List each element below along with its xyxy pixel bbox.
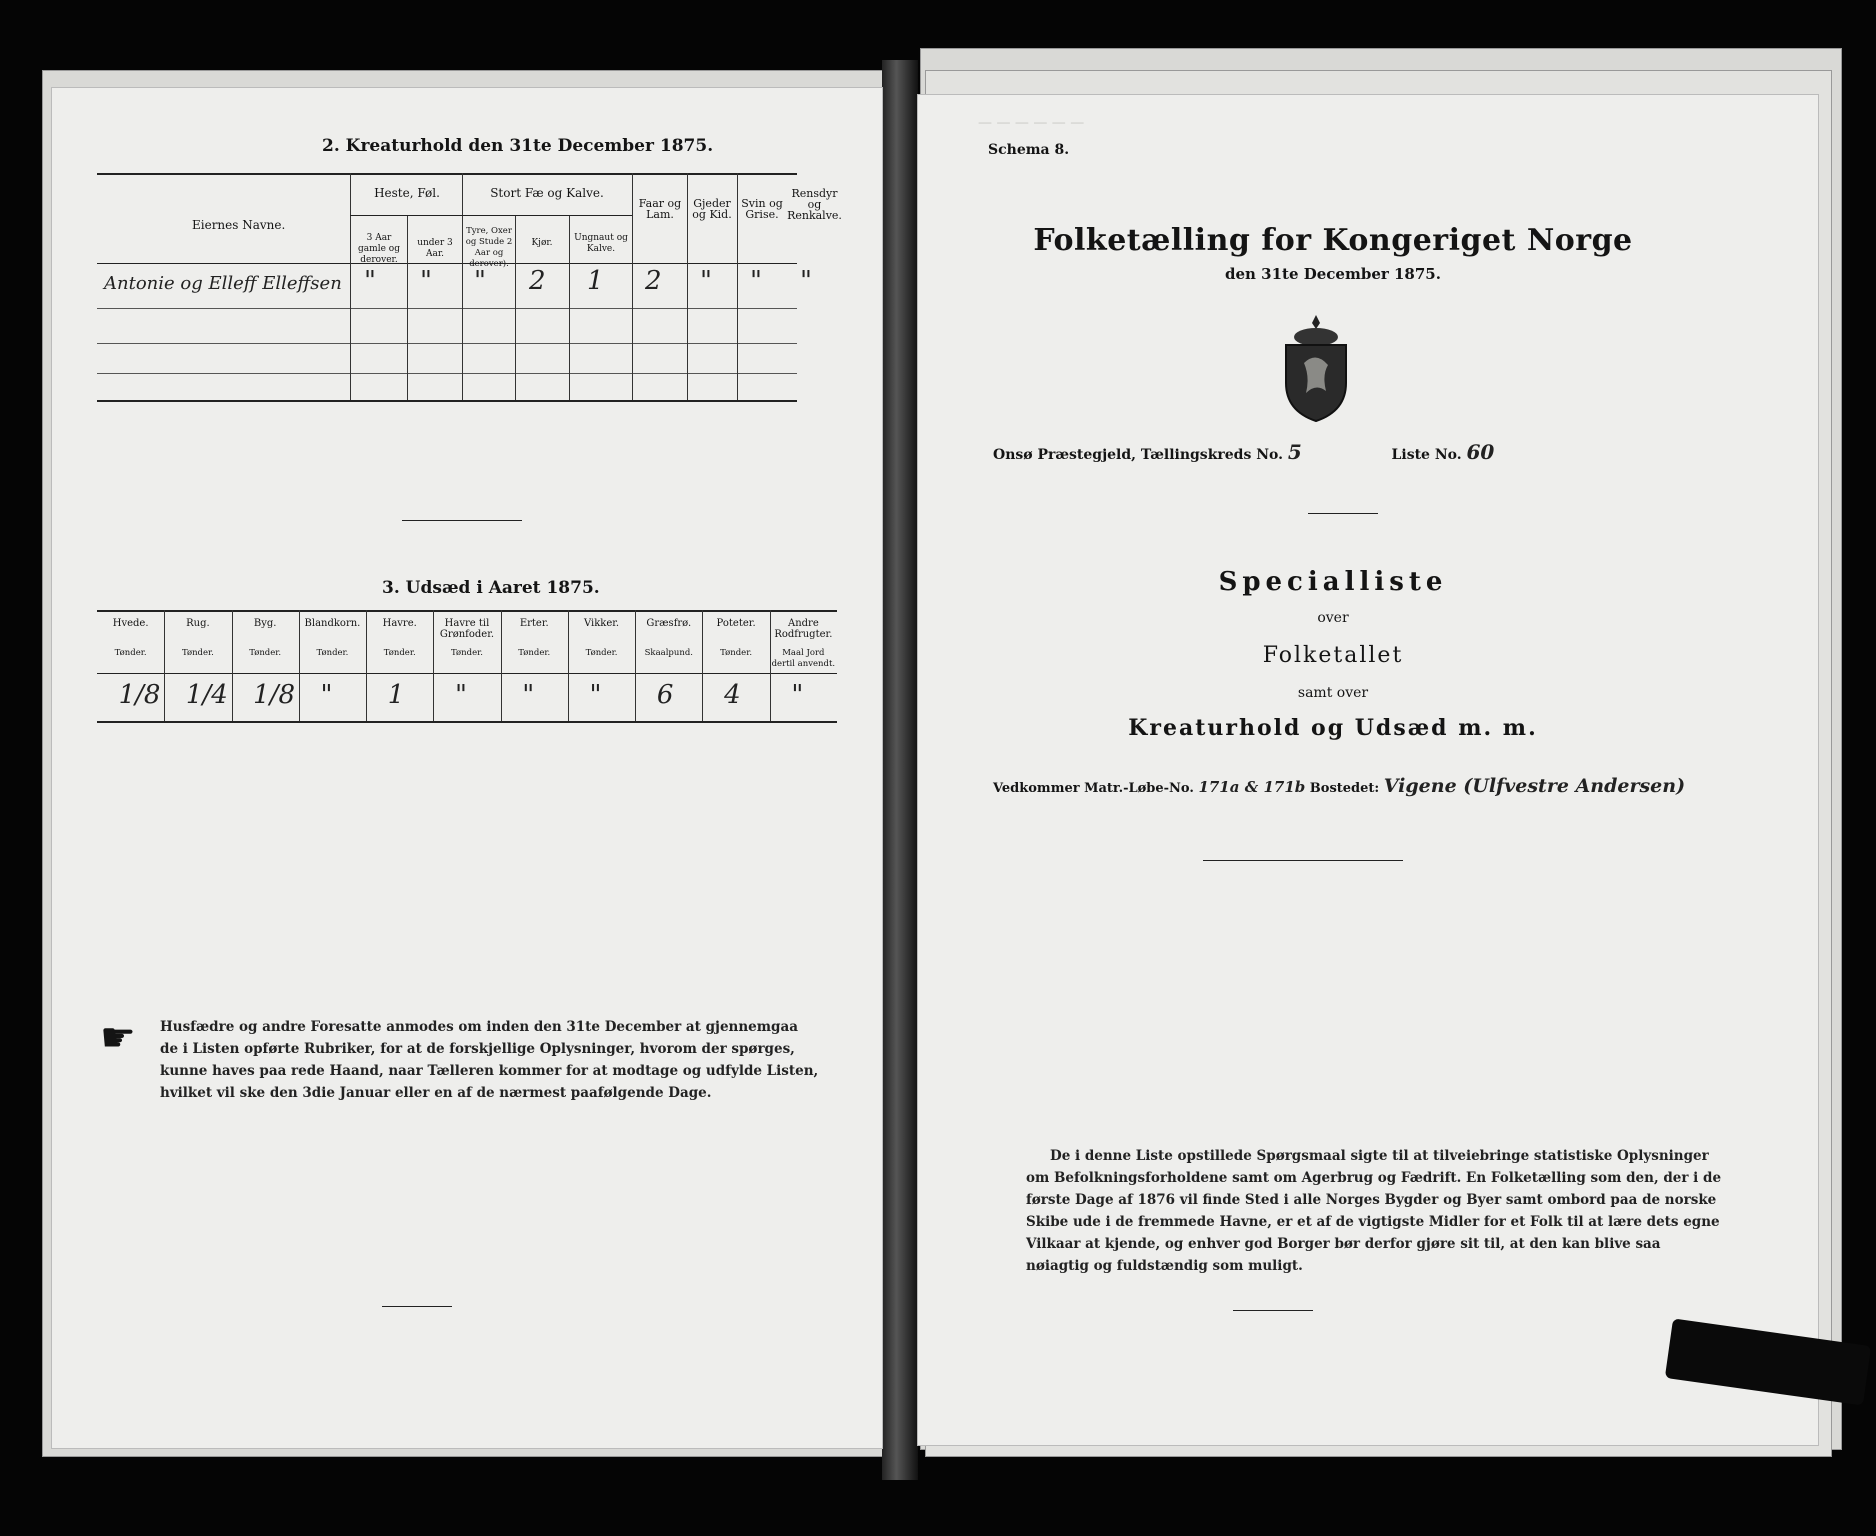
samt-over-label: samt over (1297, 685, 1369, 701)
seed-value: " (791, 680, 804, 710)
matr-line: Vedkommer Matr.-Løbe-No. 171a & 171b Bostedet: Vigene (Ulfvestre Andersen) (993, 775, 1686, 797)
seed-column-unit: Tønder. (114, 648, 147, 658)
seed-column-unit: Tønder. (720, 648, 753, 658)
right-page: — — — — — — Schema 8. Folketælling for Kongeriget Norge den 31te December 1875. Onsø Præstegjeld, Tællingskreds No. 5 Liste No. 60 Specialliste over Folketallet samt over Kreaturhold og Udsæd m. m. Vedkommer Matr.-Løbe-No. 171a & 171b Bostedet: Vigene (Ulfvestre Andersen) De i denne Liste opstillede Spørgsmaal sigte til at tilveiebringe statistiske Oplysninger om Befolkningsforholdene samt om Agerbrug og Fædrift. En Folketælling som den, der i de første Dage af 1876 vil finde Sted i alle Norges Bygder og Byer samt ombord paa de norske Skibe ude i de fremmede Havne, er et af de vigtigste Midler for et Folk til at lære dets egne Vilkaar at kjende, og enhver god Borger bør derfor gjøre sit til, at den kan blive saa nøiagtig og fuldstændig som muligt. (918, 95, 1818, 1445)
livestock-value: " (750, 266, 762, 296)
seed-column-unit: Skaalpund. (644, 648, 693, 658)
main-title: Folketælling for Kongeriget Norge (1033, 223, 1633, 258)
seed-column-unit: Tønder. (585, 648, 618, 658)
pointing-hand-icon: ☛ (100, 1015, 136, 1061)
livestock-value: " (364, 266, 376, 296)
seed-value: 6 (656, 680, 674, 710)
heste-3aar-header: 3 Aar gamle og derover. (358, 233, 400, 265)
seed-column-header: Havre. (382, 618, 417, 629)
faar-header: Faar og Lam. (638, 197, 682, 221)
seed-value: 1/4 (185, 680, 228, 710)
seed-column-unit: Tønder. (518, 648, 551, 658)
section2-title: 2. Kreaturhold den 31te December 1875. (322, 136, 714, 156)
coat-of-arms-icon (1276, 313, 1356, 427)
ungnaut-header: Ungnaut og Kalve. (574, 233, 628, 254)
seed-value: " (455, 680, 467, 710)
seed-value: " (522, 680, 535, 710)
section3-title: 3. Udsæd i Aaret 1875. (382, 578, 600, 598)
livestock-value: 1 (587, 266, 604, 296)
gjeder-header: Gjeder og Kid. (692, 197, 732, 221)
stort-fae-header: Stort Fæ og Kalve. (490, 186, 604, 200)
seed-column-header: Blandkorn. (304, 618, 361, 629)
kjor-header: Kjør. (531, 238, 553, 248)
seed-column-header: Andre Rodfrugter. (774, 618, 833, 640)
owner-header: Eiernes Navne. (192, 218, 286, 232)
rensdyr-header: Rensdyr og Renkalve. (787, 187, 842, 222)
seed-column-header: Byg. (253, 618, 277, 629)
over-label: over (1317, 610, 1349, 626)
heste-under-header: under 3 Aar. (417, 238, 453, 259)
folketallet-title: Folketallet (1262, 643, 1404, 668)
seed-column-unit: Tønder. (383, 648, 416, 658)
subtitle: den 31te December 1875. (1225, 265, 1441, 283)
seed-column-header: Vikker. (583, 618, 620, 629)
book-spine (882, 60, 918, 1480)
specialliste-title: Specialliste (1218, 567, 1448, 597)
svin-header: Svin og Grise. (741, 197, 783, 221)
location-line: Onsø Præstegjeld, Tællingskreds No. 5 Liste No. 60 (993, 440, 1495, 464)
livestock-value: " (700, 266, 712, 296)
seed-column-header: Græsfrø. (646, 618, 692, 629)
seed-value: 1/8 (253, 680, 296, 710)
seed-value: " (320, 680, 333, 710)
livestock-value: " (420, 266, 432, 296)
livestock-value: " (800, 266, 812, 296)
seed-column-unit: Tønder. (451, 648, 483, 658)
livestock-value: " (474, 266, 486, 296)
seed-column-header: Erter. (519, 618, 549, 629)
seed-column-header: Havre til Grønfoder. (439, 618, 495, 640)
tyre-header: Tyre, Oxer og Stude 2 Aar og derover). (465, 226, 513, 269)
livestock-value: 2 (529, 266, 546, 296)
seed-column-unit: Tønder. (316, 648, 349, 658)
seed-column-unit: Maal Jord dertil anvendt. (771, 648, 836, 669)
seed-column-header: Hvede. (112, 618, 149, 629)
seed-column-unit: Tønder. (249, 648, 282, 658)
owner-name: Antonie og Elleff Elleffsen (104, 273, 342, 294)
notice-text: Husfædre og andre Foresatte anmodes om inden den 31te December at gjennemgaa de i Listen opførte Rubriker, for at de forskjellige Oplysninger, hvorom der spørges, kunne haves paa rede Haand, naar Tælleren kommer for at modtage og udfylde Listen, hvilket vil ske den 3die Januar eller en af de nærmest paafølgende Dage. (160, 1019, 819, 1101)
seed-column-header: Rug. (186, 618, 210, 629)
left-page (52, 88, 882, 1448)
seed-column-header: Poteter. (716, 618, 756, 629)
schema-label: Schema 8. (988, 142, 1070, 158)
heste-header: Heste, Føl. (374, 186, 440, 200)
seed-column-unit: Tønder. (181, 648, 214, 658)
seed-value: 1 (387, 680, 405, 710)
seed-value: " (589, 680, 602, 710)
livestock-value: 2 (645, 266, 662, 296)
kreaturhold-title: Kreaturhold og Udsæd m. m. (1128, 715, 1538, 741)
seed-value: 1/8 (118, 680, 161, 710)
seed-value: 4 (724, 680, 741, 710)
footer-text: De i denne Liste opstillede Spørgsmaal sigte til at tilveiebringe statistiske Oplysninger om Befolkningsforholdene samt om Agerbrug og Fædrift. En Folketælling som den, der i de første Dage af 1876 vil finde Sted i alle Norges Bygder og Byer samt ombord paa de norske Skibe ude i de fremmede Havne, er et af de vigtigste Midler for et Folk til at lære dets egne Vilkaar at kjende, og enhver god Borger bør derfor gjøre sit til, at den kan blive saa nøiagtig og fuldstændig som muligt. (1026, 1148, 1722, 1274)
